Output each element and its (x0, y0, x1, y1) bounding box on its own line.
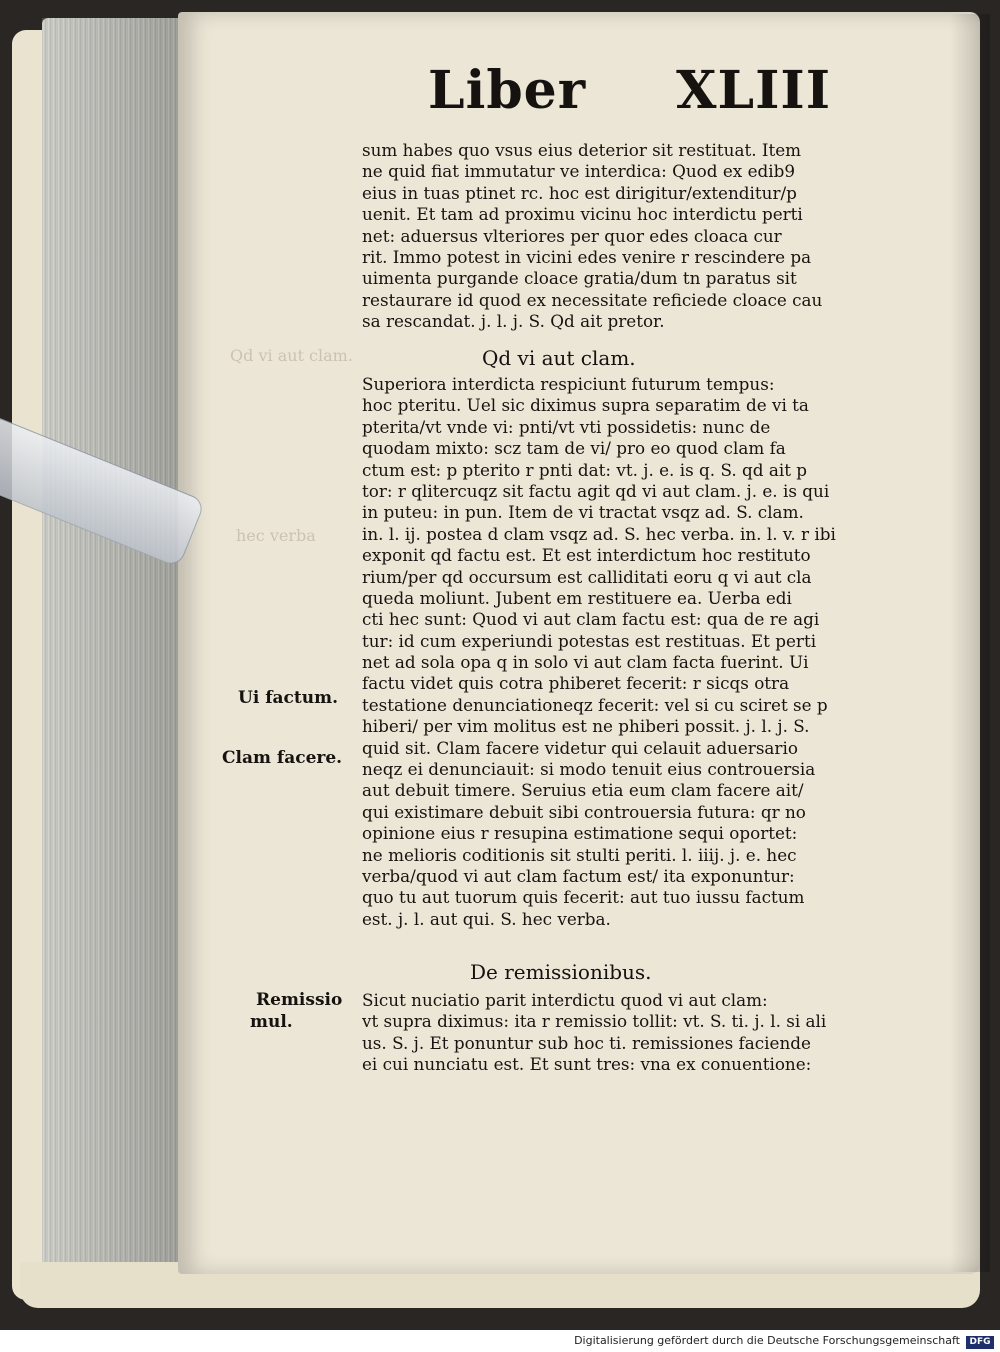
text-line: testatione denunciationeqz fecerit: vel si cu sciret se p (362, 694, 828, 715)
section-heading-de-remissionibus: De remissionibus. (470, 960, 652, 984)
text-line: neqz ei denunciauit: si modo tenuit eius controuersia (362, 759, 816, 780)
text-line: ei cui nunciatu est. Et sunt tres: vna ex conuentione: (362, 1054, 812, 1075)
text-line: quo tu aut tuorum quis fecerit: aut tuo iussu factum (362, 887, 805, 908)
margin-note-mul: mul. (250, 1012, 293, 1032)
text-line: rium/per qd occursum est calliditati eoru q vi aut cla (362, 566, 812, 587)
text-line: uenit. Et tam ad proximu vicinu hoc interdictu perti (362, 204, 803, 225)
footer-credit: Digitalisierung gefördert durch die Deutsche Forschungsgemeinschaft (574, 1334, 960, 1347)
text-line: eius in tuas ptinet rc. hoc est dirigitur/extenditur/p (362, 182, 797, 203)
text-line: hiberi/ per vim molitus est ne phiberi possit. j. l. j. S. (362, 716, 810, 737)
margin-note-vi-factum: Ui factum. (238, 688, 338, 708)
show-through-text: hec verba (236, 526, 316, 545)
section-heading-vi-aut-clam: Qd vi aut clam. (482, 346, 636, 370)
text-line: rit. Immo potest in vicini edes venire r rescindere pa (362, 246, 812, 267)
text-line: uimenta purgande cloace gratia/dum tn paratus sit (362, 268, 797, 289)
text-line: Superiora interdicta respiciunt futurum tempus: (362, 374, 775, 394)
text-line: ne quid fiat immutatur ve interdica: Quod ex edib9 (362, 161, 796, 182)
text-line: tor: r qlitercuqz sit factu agit qd vi aut clam. j. e. is qui (362, 480, 830, 501)
text-block-c (362, 990, 897, 1076)
text-line: verba/quod vi aut clam factum est/ ita exponuntur: (362, 865, 795, 886)
page-heading (428, 60, 831, 121)
margin-note-clam-facere: Clam facere. (222, 748, 343, 768)
text-line: tur: id cum experiundi potestas est restituas. Et perti (362, 630, 817, 651)
text-line: cti hec sunt: Quod vi aut clam factu est: qua de re agi (362, 609, 820, 630)
text-line: exponit qd factu est. Et est interdictum hoc restituto (362, 545, 811, 566)
text-line: est. j. l. aut qui. S. hec verba. (362, 908, 611, 929)
text-line: pterita/vt vnde vi: pnti/vt vti possidetis: nunc de (362, 416, 771, 437)
text-line: restaurare id quod ex necessitate reficiede cloace cau (362, 289, 823, 310)
margin-note-remissio: Remissio (256, 990, 343, 1010)
text-line: net: aduersus vlteriores per quor edes cloaca cur (362, 225, 782, 246)
text-line: quid sit. Clam facere videtur qui celauit aduersario (362, 737, 798, 758)
show-through-text: Qd vi aut clam. (230, 346, 353, 365)
dfg-logo: DFG (966, 1336, 994, 1349)
heading-word: Liber (428, 60, 587, 121)
text-line: in puteu: in pun. Item de vi tractat vsqz ad. S. clam. (362, 502, 804, 523)
text-line: factu videt quis cotra phiberet fecerit: r sicqs otra (362, 673, 790, 694)
text-line: opinione eius r resupina estimatione sequi oportet: (362, 823, 798, 844)
text-line: sa rescandat. j. l. j. S. Qd ait pretor. (362, 311, 665, 332)
text-line: ne melioris coditionis sit stulti periti. l. iiij. j. e. hec (362, 844, 797, 865)
text-line: vt supra diximus: ita r remissio tollit: vt. S. ti. j. l. si ali (362, 1011, 827, 1032)
footer-bar (0, 1334, 1000, 1352)
page-edges-shade (42, 18, 184, 1273)
text-line: net ad sola opa q in solo vi aut clam facta fuerint. Ui (362, 652, 809, 673)
text-line: queda moliunt. Jubent em restituere ea. Uerba edi (362, 587, 792, 608)
text-line: aut debuit timere. Seruius etia eum clam facere ait/ (362, 780, 804, 801)
text-block-b (362, 374, 897, 930)
text-line: sum habes quo vsus eius deterior sit restituat. Item (362, 140, 802, 160)
text-line: hoc pteritu. Uel sic diximus supra separatim de vi ta (362, 395, 809, 416)
text-line: Sicut nuciatio parit interdictu quod vi aut clam: (362, 990, 768, 1010)
text-block-a (362, 140, 897, 333)
text-line: quodam mixto: scz tam de vi/ pro eo quod clam fa (362, 438, 786, 459)
page-gutter-shadow (950, 14, 990, 1272)
text-line: ctum est: p pterito r pnti dat: vt. j. e. is q. S. qd ait p (362, 459, 808, 480)
text-line: qui existimare debuit sibi controuersia futura: qr no (362, 801, 806, 822)
heading-number: XLIII (676, 60, 832, 121)
text-line: in. l. ij. postea d clam vsqz ad. S. hec verba. in. l. v. r ibi (362, 523, 836, 544)
text-line: us. S. j. Et ponuntur sub hoc ti. remissiones faciende (362, 1032, 811, 1053)
